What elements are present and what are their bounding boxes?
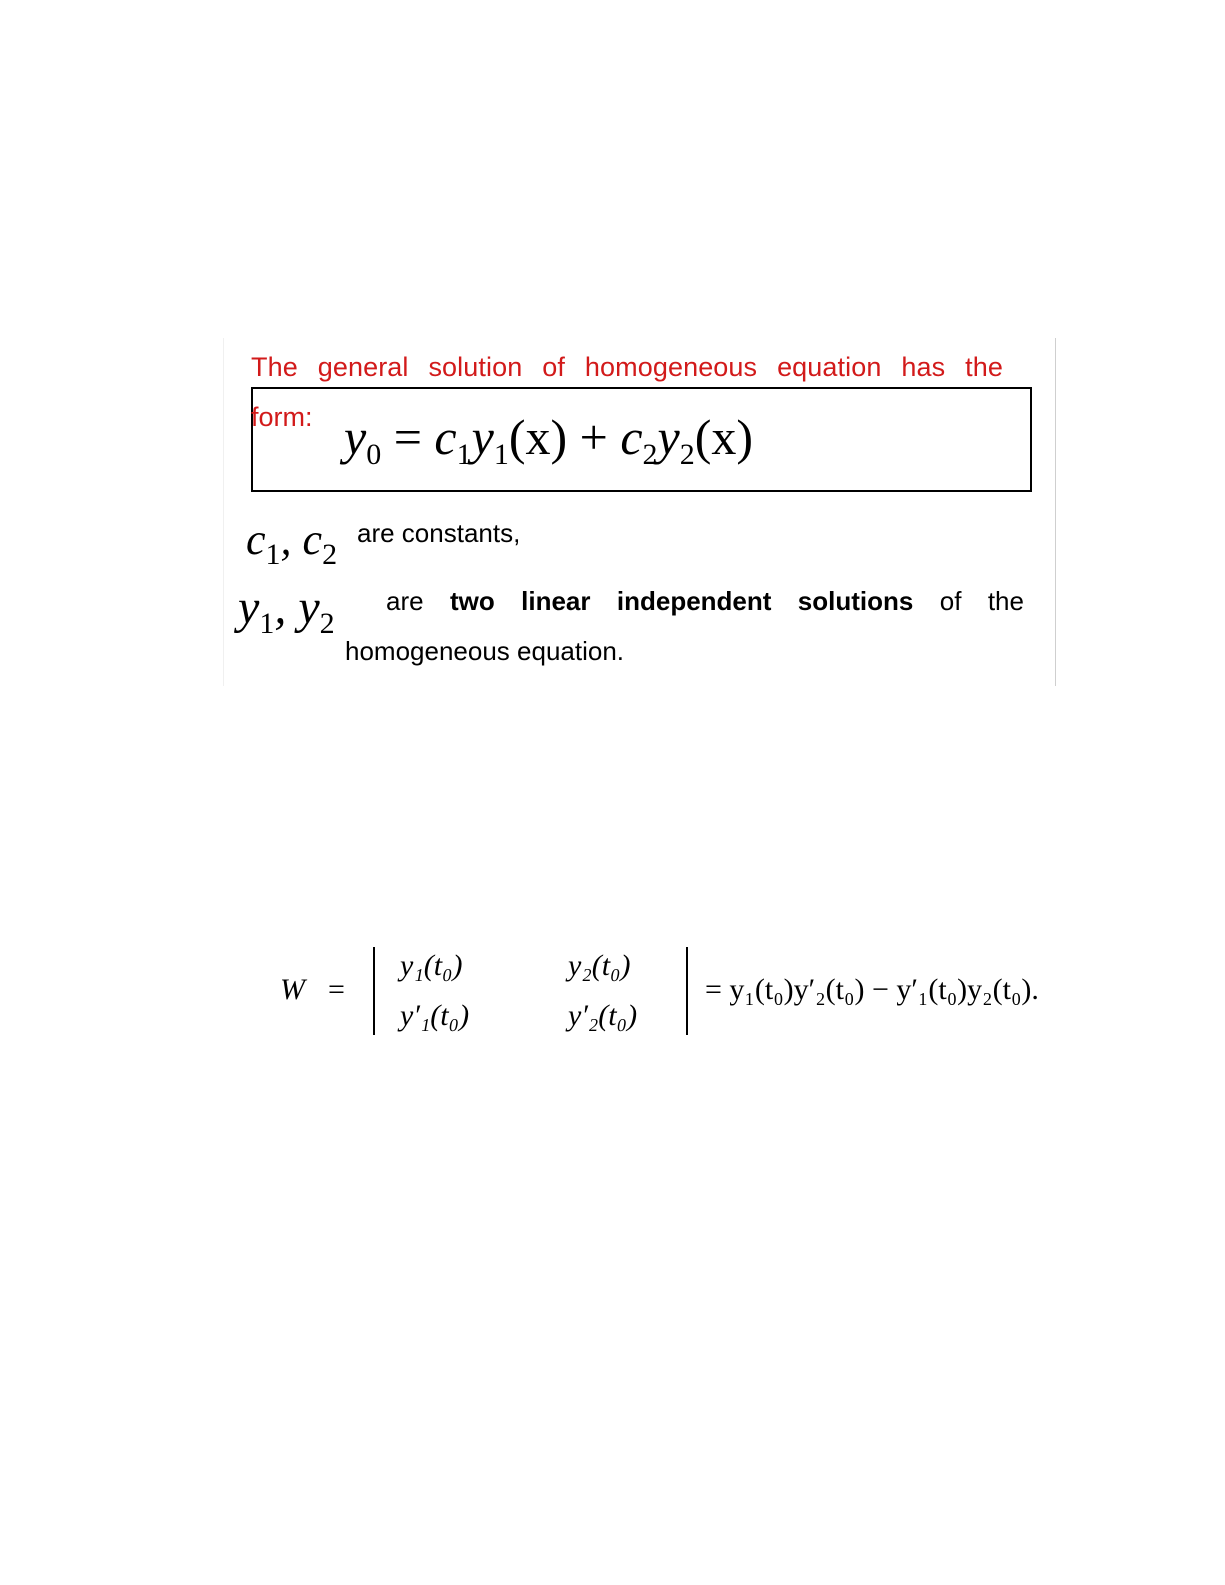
solutions-text: [386, 586, 1024, 617]
sol-sep: ,: [274, 581, 299, 634]
formula-lhs-sub: 0: [366, 438, 382, 471]
const-var-b-sub: 2: [322, 538, 338, 571]
constants-variables: [246, 514, 337, 572]
matrix-cell-2-1: y′₁(t₀): [400, 999, 470, 1032]
const-var-a: c: [246, 515, 266, 564]
slide-image: [223, 338, 1056, 686]
formula-plus: +: [579, 409, 608, 465]
heading-line-1: The general solution of homogeneous equation has the: [251, 352, 1003, 382]
wronskian-label: W: [280, 973, 305, 1006]
formula-c2-sub: 2: [642, 438, 658, 471]
formula-y1-sub: 1: [493, 438, 509, 471]
formula-c1: c: [434, 409, 457, 465]
sol-var-b-sub: 2: [319, 607, 335, 640]
solutions-variables: [238, 580, 335, 641]
sol-var-b: y: [298, 581, 320, 634]
matrix-cell-2-2: y′₂(t₀): [568, 999, 638, 1032]
wronskian-equals: =: [328, 973, 345, 1006]
formula-y2: y: [657, 409, 680, 465]
formula-c1-sub: 1: [456, 438, 472, 471]
formula-y2-sub: 2: [679, 438, 695, 471]
general-solution-formula: [344, 408, 753, 472]
const-sep: ,: [280, 515, 303, 564]
matrix-cell-1-2: y₂(t₀): [568, 949, 631, 982]
wronskian-formula: [280, 945, 1160, 1045]
sol-var-a: y: [238, 581, 260, 634]
formula-arg1: (x): [508, 409, 568, 465]
determinant-bar-left: [373, 947, 375, 1035]
matrix-cell-1-1: y₁(t₀): [400, 949, 463, 982]
constants-text: are constants,: [357, 518, 521, 548]
const-var-b: c: [302, 515, 323, 564]
sol-var-a-sub: 1: [259, 607, 275, 640]
const-var-a-sub: 1: [265, 538, 281, 571]
formula-lhs-var: y: [344, 409, 367, 465]
solutions-text-post: of the: [939, 586, 1024, 616]
formula-y1: y: [471, 409, 494, 465]
heading-line-2: form:: [251, 402, 313, 432]
solutions-text-bold: two linear independent solutions: [449, 586, 914, 616]
solutions-text-pre: are: [386, 586, 424, 616]
wronskian-expansion: = y₁(t₀)y′₂(t₀) − y′₁(t₀)y₂(t₀).: [705, 973, 1039, 1006]
formula-c2: c: [620, 409, 643, 465]
solutions-text-line-2: homogeneous equation.: [345, 636, 625, 666]
determinant-bar-right: [686, 947, 688, 1035]
formula-arg2: (x): [694, 409, 754, 465]
formula-equals: =: [393, 409, 422, 465]
